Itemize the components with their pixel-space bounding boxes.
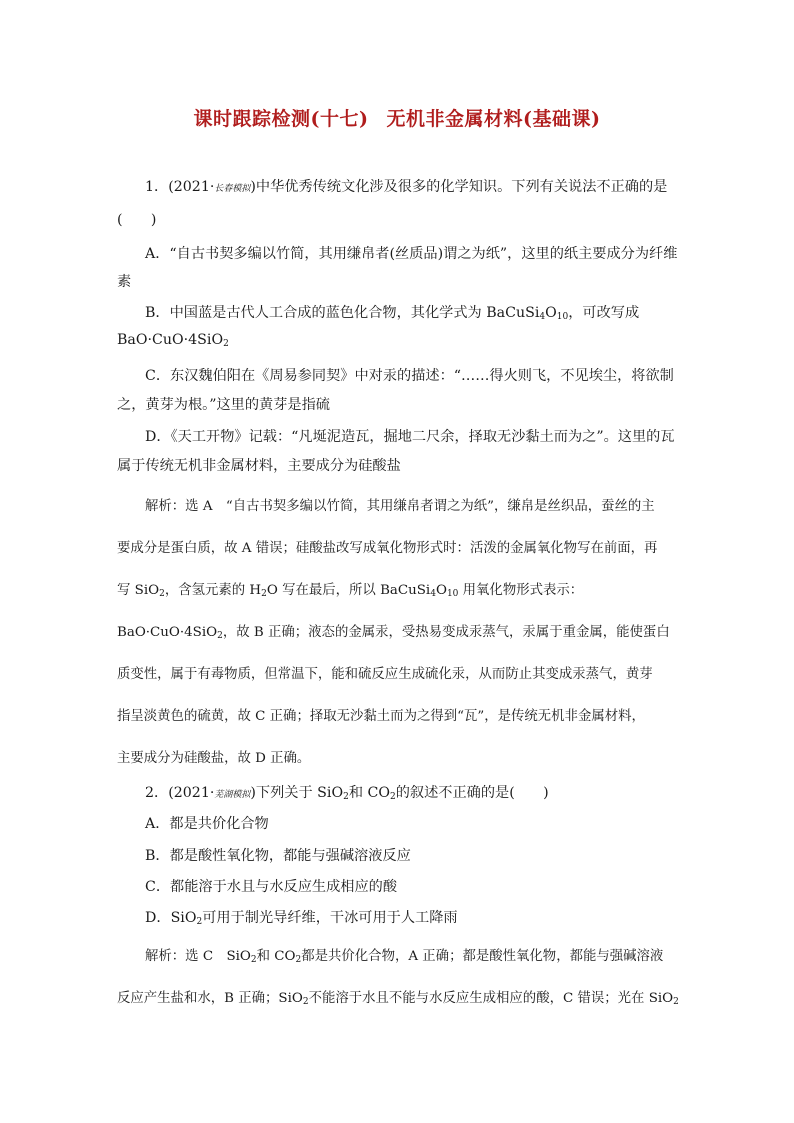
question-source: 长春模拟 bbox=[214, 184, 251, 194]
q1-option-a-cont: 素 bbox=[117, 274, 132, 290]
q2-option-b: B．都是酸性氧化物，都能与强碱溶液反应 bbox=[145, 848, 411, 864]
answer-1-line-4: BaO·CuO·4SiO$_2$，故 B 正确；液态的金属汞，受热易变成汞蒸气，汞属于重金属，能使蛋白 bbox=[117, 625, 670, 641]
question-2-stem: 2．(2021·芜湖模拟)下列关于 SiO$_2$和 $CO_2$的叙述不正确的是( ) bbox=[145, 785, 549, 802]
question-1-stem: 1．(2021·长春模拟)中华优秀传统文化涉及很多的化学知识。下列有关说法不正确的是 bbox=[145, 179, 668, 195]
answer-1-line-1: 解析：选 A “自古书契多编以竹简，其用缣帛者谓之为纸”，缣帛是丝织品，蚕丝的主 bbox=[145, 499, 655, 514]
title-part-2: 无机非金属材料(基础课) bbox=[386, 108, 601, 130]
answer-2-line-2: 反应产生盐和水，B 正确；SiO$_2$不能溶于水且不能与水反应生成相应的酸，C 错误；光在 SiO$_2$ bbox=[117, 991, 679, 1007]
answer-1-line-7: 主要成分为硅酸盐，故 D 正确。 bbox=[117, 751, 311, 766]
q1-option-c-cont: 之，黄芽为根。”这里的黄芽是指硫 bbox=[117, 397, 330, 413]
answer-1-line-6: 指呈淡黄色的硫黄，故 C 正确；择取无沙黏土而为之得到“瓦”，是传统无机非金属材料， bbox=[117, 709, 645, 724]
q1-option-a: A．“自古书契多编以竹简，其用缣帛者(丝质品)谓之为纸”，这里的纸主要成分为纤维 bbox=[145, 246, 678, 262]
q1-option-d: D．《天工开物》记载：“凡埏泥造瓦，掘地二尺余，择取无沙黏土而为之”。这里的瓦 bbox=[145, 429, 675, 445]
q1-option-b: B．中国蓝是古代人工合成的蓝色化合物，其化学式为 $BaCuSi_4O_{10}$，可改写成 bbox=[145, 305, 640, 322]
answer-2-line-1: 解析：选 C SiO$_2$和 $CO_2$都是共价化合物，A 正确；都是酸性氧化物，都能与强碱溶液 bbox=[145, 949, 664, 965]
question-source: 芜湖模拟 bbox=[214, 790, 251, 800]
q2-option-a: A．都是共价化合物 bbox=[145, 816, 269, 832]
answer-1-line-3: 写 SiO$_2$，含氢元素的 $H_2O$ 写在最后，所以 $BaCuSi_4O_{10}$ 用氧化物形式表示： bbox=[117, 583, 584, 599]
q1-option-c: C．东汉魏伯阳在《周易参同契》中对汞的描述：“……得火则飞，不见埃尘，将欲制 bbox=[145, 368, 674, 384]
q2-option-d: D．SiO$_2$可用于制光导纤维，干冰可用于人工降雨 bbox=[145, 910, 458, 927]
answer-1-line-5: 质变性，属于有毒物质，但常温下，能和硫反应生成硫化汞，从而防止其变成汞蒸气，黄芽 bbox=[117, 667, 653, 682]
q1-option-d-cont: 属于传统无机非金属材料，主要成分为硅酸盐 bbox=[117, 458, 401, 474]
answer-1-line-2: 要成分是蛋白质，故 A 错误；硅酸盐改写成氧化物形式时：活泼的金属氧化物写在前面，再 bbox=[117, 541, 658, 556]
question-1-bracket: ( ) bbox=[117, 212, 157, 228]
q1-option-b-cont: BaO·CuO·4SiO$_2$ bbox=[117, 332, 229, 349]
q2-option-c: C．都能溶于水且与水反应生成相应的酸 bbox=[145, 879, 398, 895]
title-part-1: 课时跟踪检测(十七) bbox=[193, 108, 369, 130]
page-title bbox=[0, 104, 794, 131]
